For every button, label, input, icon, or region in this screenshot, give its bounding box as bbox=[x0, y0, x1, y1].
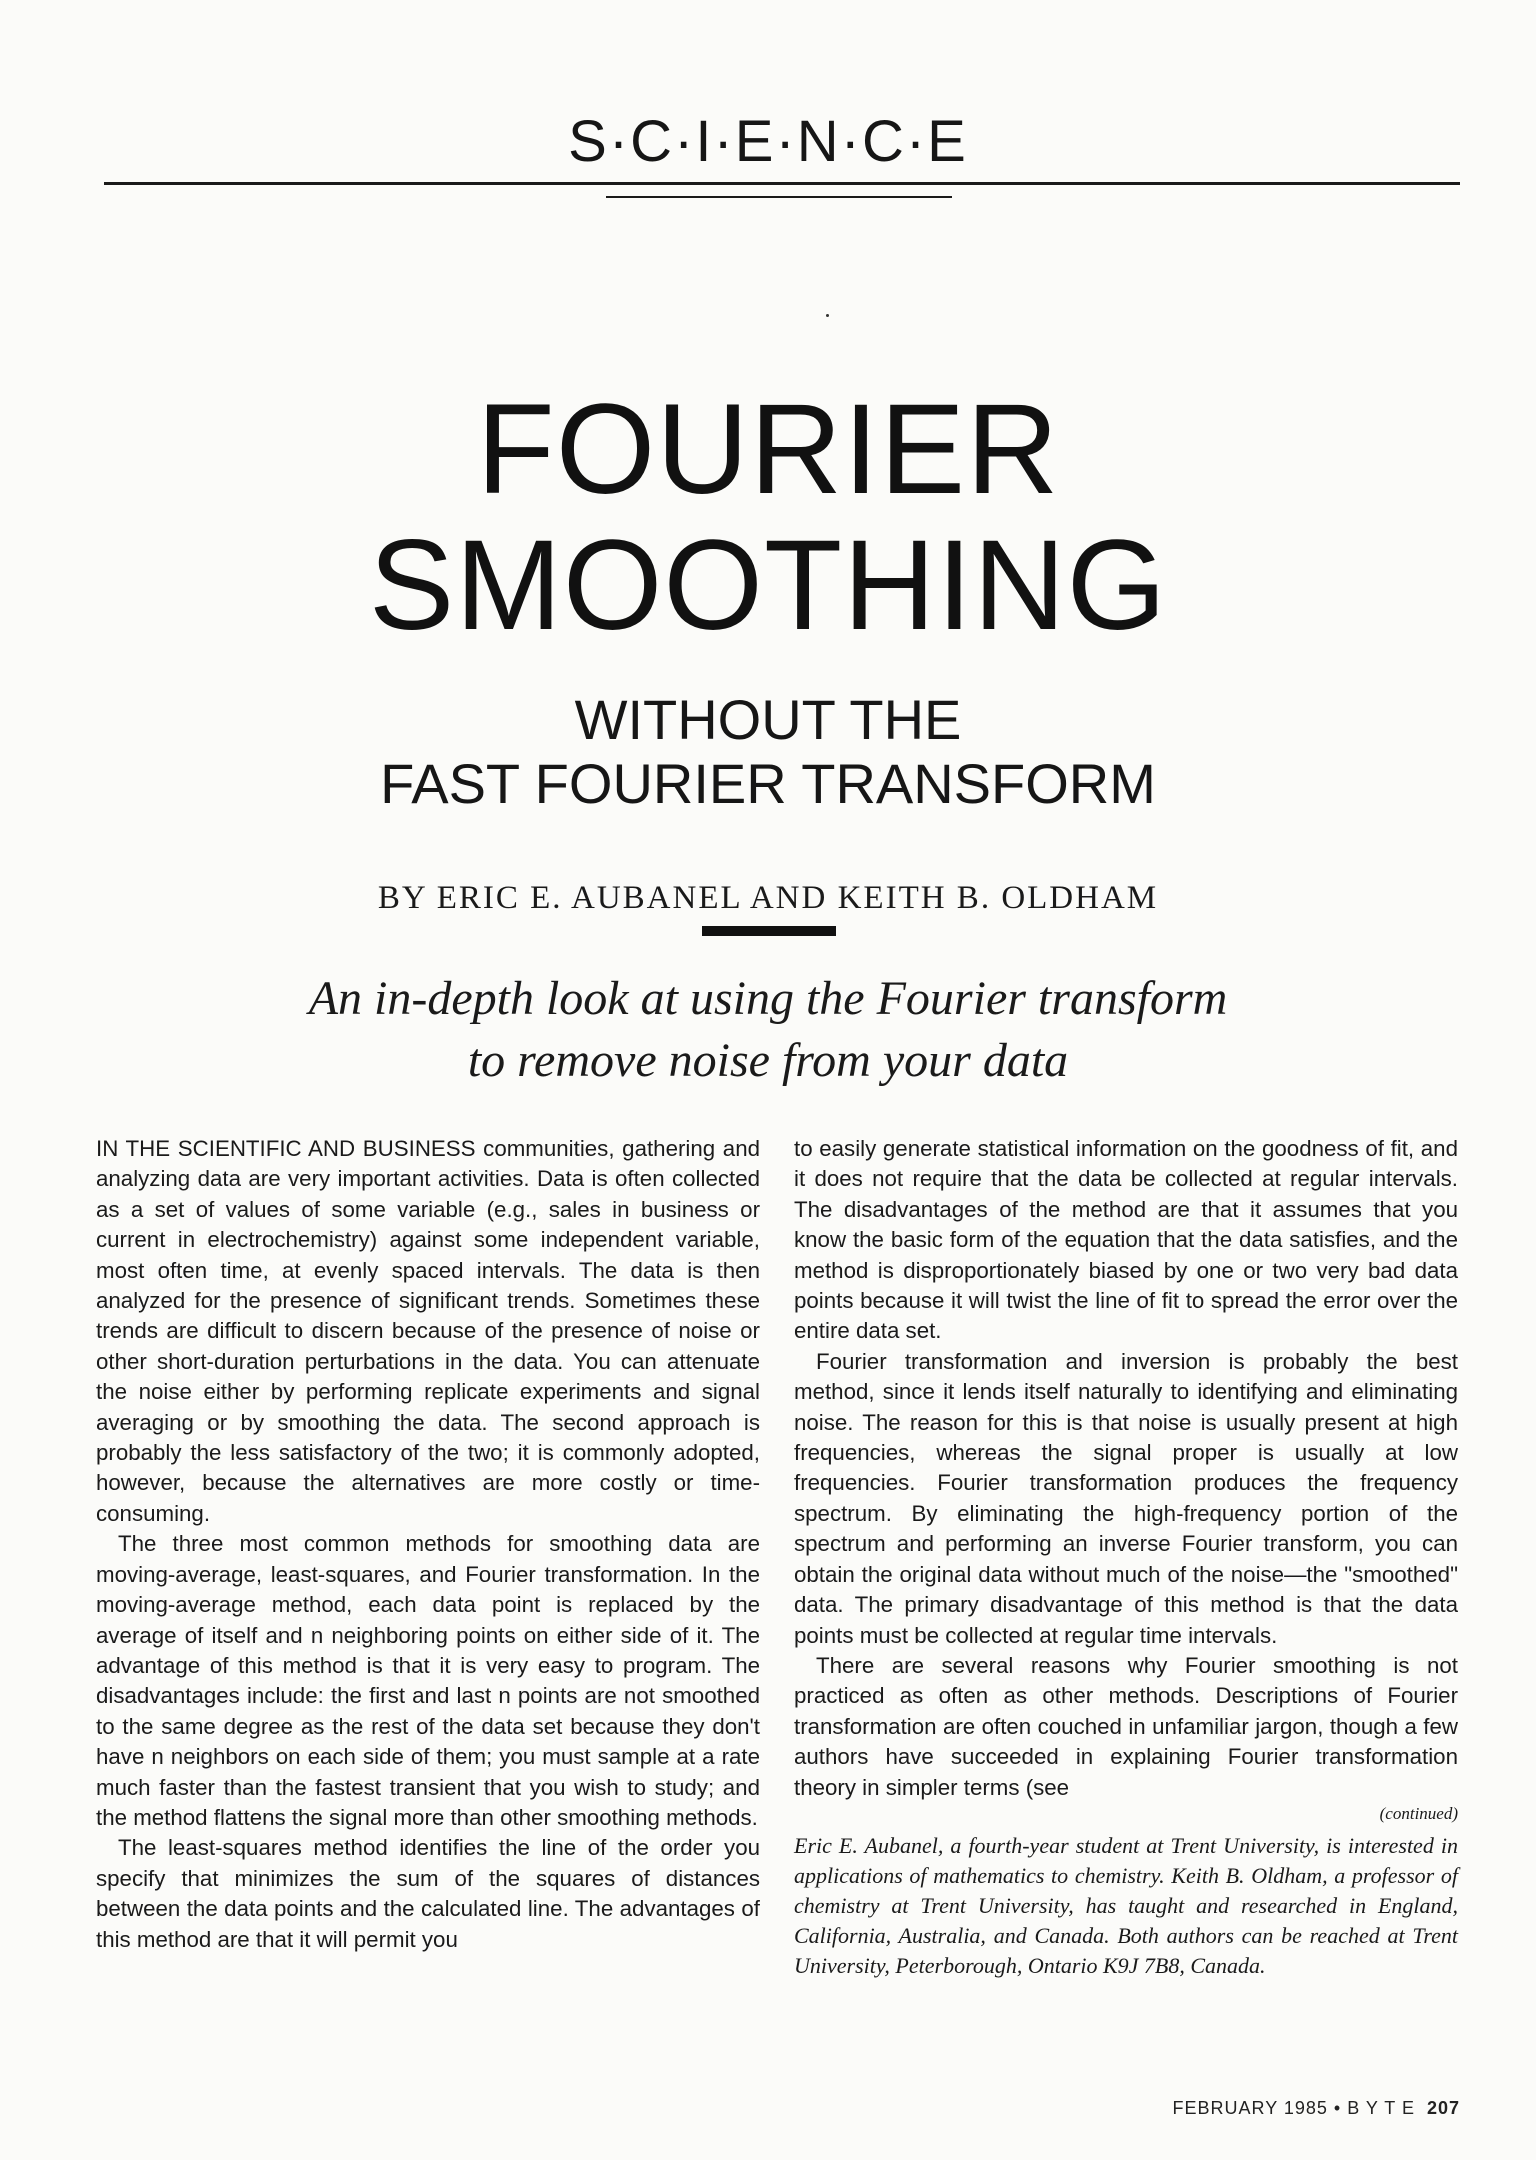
paragraph: The three most common methods for smoothing data are moving-average, least-squares, and Fourier transformation. In the moving-average method, each data point is replaced by the average of itself and n neighboring points on either side of it. The advantage of this method is that it is very easy to program. The disadvantages include: the first and last n points are not smoothed to the same degree as the rest of the data set because they don't have n neighbors on each side of them; you must sample at a rate much faster than the fastest transient that you wish to study; and the method flattens the signal more than other smoothing methods. bbox=[96, 1531, 760, 1830]
article-title bbox=[0, 378, 1536, 657]
page-footer bbox=[1173, 2098, 1460, 2119]
page-number: 207 bbox=[1426, 2098, 1460, 2118]
print-speck bbox=[826, 314, 829, 317]
continued-note: (continued) bbox=[1379, 1803, 1458, 1823]
paragraph: The least-squares method identifies the line of the order you specify that minimizes the sum of the squares of distances between the data points and the calculated line. The advantages of this method are that it will permit you bbox=[96, 1835, 760, 1952]
title-line-1: FOURIER bbox=[476, 378, 1060, 521]
deck-line-1: An in-depth look at using the Fourier transform bbox=[308, 972, 1228, 1025]
byline-bar bbox=[702, 926, 836, 936]
title-line-2: SMOOTHING bbox=[368, 514, 1168, 657]
byline: BY ERIC E. AUBANEL AND KEITH B. OLDHAM bbox=[377, 880, 1159, 916]
article-deck bbox=[0, 968, 1536, 1092]
paragraph: Fourier transformation and inversion is probably the best method, since it lends itself naturally to identifying and eliminating noise. The reason for this is that noise is usually present at high frequencies, whereas the signal proper is usually at low frequencies. Fourier transformation produces the frequency spectrum. By eliminating the high-frequency portion of the spectrum and performing an inverse Fourier transform, you can obtain the original data without much of the noise—the "smoothed" data. The primary disadvantage of this method is that the data points must be collected at regular time intervals. bbox=[794, 1348, 1458, 1648]
deck-line-2: to remove noise from your data bbox=[467, 1034, 1069, 1087]
body-column-left bbox=[96, 1134, 760, 1955]
article-subtitle bbox=[0, 688, 1536, 816]
header-sub-rule bbox=[606, 196, 952, 198]
paragraph: IN THE SCIENTIFIC AND BUSINESS communities, gathering and analyzing data are very important activities. Data is often collected as a set of values of some variable (e.g., sales in business or current in electrochemistry) against some independent variable, most often time, at evenly spaced intervals. The data is then analyzed for the presence of significant trends. Sometimes these trends are difficult to discern because of the presence of noise or other short-duration perturbations in the data. You can attenuate the noise either by performing replicate experiments and signal averaging or by smoothing the data. The second approach is probably the less satisfactory of the two; it is commonly adopted, however, because the alternatives are more costly or time-consuming. bbox=[96, 1136, 760, 1526]
section-header: S·C·I·E·N·C·E bbox=[568, 109, 968, 174]
subtitle-line-1: WITHOUT THE bbox=[574, 688, 962, 751]
paragraph: There are several reasons why Fourier smoothing is not practiced as often as other methods. Descriptions of Fourier transformation are often couched in unfamiliar jargon, though a few authors have succeeded in explaining Fourier transformation theory in simpler terms (see bbox=[794, 1652, 1458, 1800]
paragraph: to easily generate statistical information on the goodness of fit, and it does not require that the data be collected at regular intervals. The disadvantages of the method are that it assumes that you know the basic form of the equation that the data satisfies, and the method is disproportionately biased by one or two very bad data points because it will twist the line of fit to spread the error over the entire data set. bbox=[794, 1136, 1458, 1344]
author-bio: Eric E. Aubanel, a fourth-year student at Trent University, is interested in applications of mathematics to chemistry. Keith B. Oldham, a professor of chemistry at Trent University, has taught and researched in England, California, Australia, and Canada. Both authors can be reached at Trent University, Peterborough, Ontario K9J 7B8, Canada. bbox=[794, 1832, 1458, 1978]
subtitle-line-2: FAST FOURIER TRANSFORM bbox=[380, 752, 1156, 815]
header-rule bbox=[104, 182, 1460, 185]
body-column-right bbox=[794, 1134, 1458, 1981]
issue-label: FEBRUARY 1985 • B Y T E bbox=[1172, 2098, 1415, 2118]
